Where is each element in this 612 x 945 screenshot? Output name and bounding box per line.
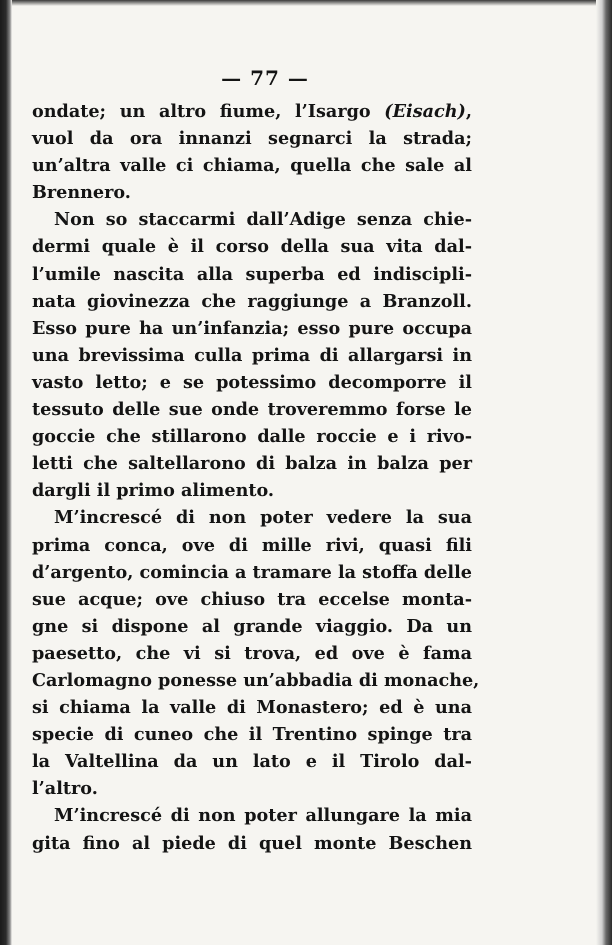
text-line: gne si dispone al grande viaggio. Da un bbox=[32, 615, 472, 637]
italic-term: (Eisach) bbox=[384, 101, 466, 122]
text-line: dargli il primo alimento. bbox=[32, 480, 275, 502]
text-line: Esso pure ha un’infanzia; esso pure occupa bbox=[32, 317, 472, 339]
page-top-shadow bbox=[0, 0, 612, 6]
text-line: paesetto, che vi si trova, ed ove è fama bbox=[32, 642, 472, 664]
text-line-main: ondate; un altro fiume, l’Isargo bbox=[32, 101, 385, 122]
text-line: gita fino al piede di quel monte Beschen bbox=[32, 832, 472, 854]
page-left-edge bbox=[0, 0, 12, 945]
text-line: goccie che stillarono dalle roccie e i rivo- bbox=[32, 426, 472, 448]
text-line: l’umile nascita alla superba ed indiscipli- bbox=[32, 263, 472, 285]
body-text bbox=[32, 98, 480, 857]
text-line: nata giovinezza che raggiunge a Branzoll. bbox=[32, 290, 472, 312]
text-line: Brennero. bbox=[32, 182, 131, 204]
text-line: Carlomagno ponesse un’abbadia di monache, bbox=[32, 669, 480, 691]
text-line: l’altro. bbox=[32, 778, 98, 800]
text-line: M’increscé di non poter allungare la mia bbox=[54, 805, 472, 827]
text-line: la Valtellina da un lato e il Tirolo dal- bbox=[32, 751, 472, 773]
text-line: vasto letto; e se potessimo decomporre il bbox=[32, 371, 472, 393]
text-line-punct: , bbox=[465, 101, 472, 122]
text-line: una brevissima culla prima di allargarsi in bbox=[32, 344, 472, 366]
page-number: — 77 — bbox=[221, 66, 309, 90]
text-line: sue acque; ove chiuso tra eccelse monta- bbox=[32, 588, 472, 610]
text-line: si chiama la valle di Monastero; ed è una bbox=[32, 697, 472, 719]
text-line: M’increscé di non poter vedere la sua bbox=[54, 507, 472, 529]
text-line: prima conca, ove di mille rivi, quasi fili bbox=[32, 534, 472, 556]
text-line bbox=[32, 98, 472, 125]
text-line: Non so staccarmi dall’Adige senza chie- bbox=[54, 209, 472, 231]
text-line: dermi quale è il corso della sua vita dal- bbox=[32, 236, 472, 258]
text-line: vuol da ora innanzi segnarci la strada; bbox=[32, 128, 472, 150]
text-line: un’altra valle ci chiama, quella che sale al bbox=[32, 155, 472, 177]
text-line: d’argento, comincia a tramare la stoffa delle bbox=[32, 561, 472, 583]
text-line: tessuto delle sue onde troveremmo forse le bbox=[32, 399, 472, 421]
text-line: letti che saltellarono di balza in balza per bbox=[32, 453, 472, 475]
text-line: specie di cuneo che il Trentino spinge tra bbox=[32, 724, 472, 746]
page-right-edge bbox=[596, 0, 612, 945]
